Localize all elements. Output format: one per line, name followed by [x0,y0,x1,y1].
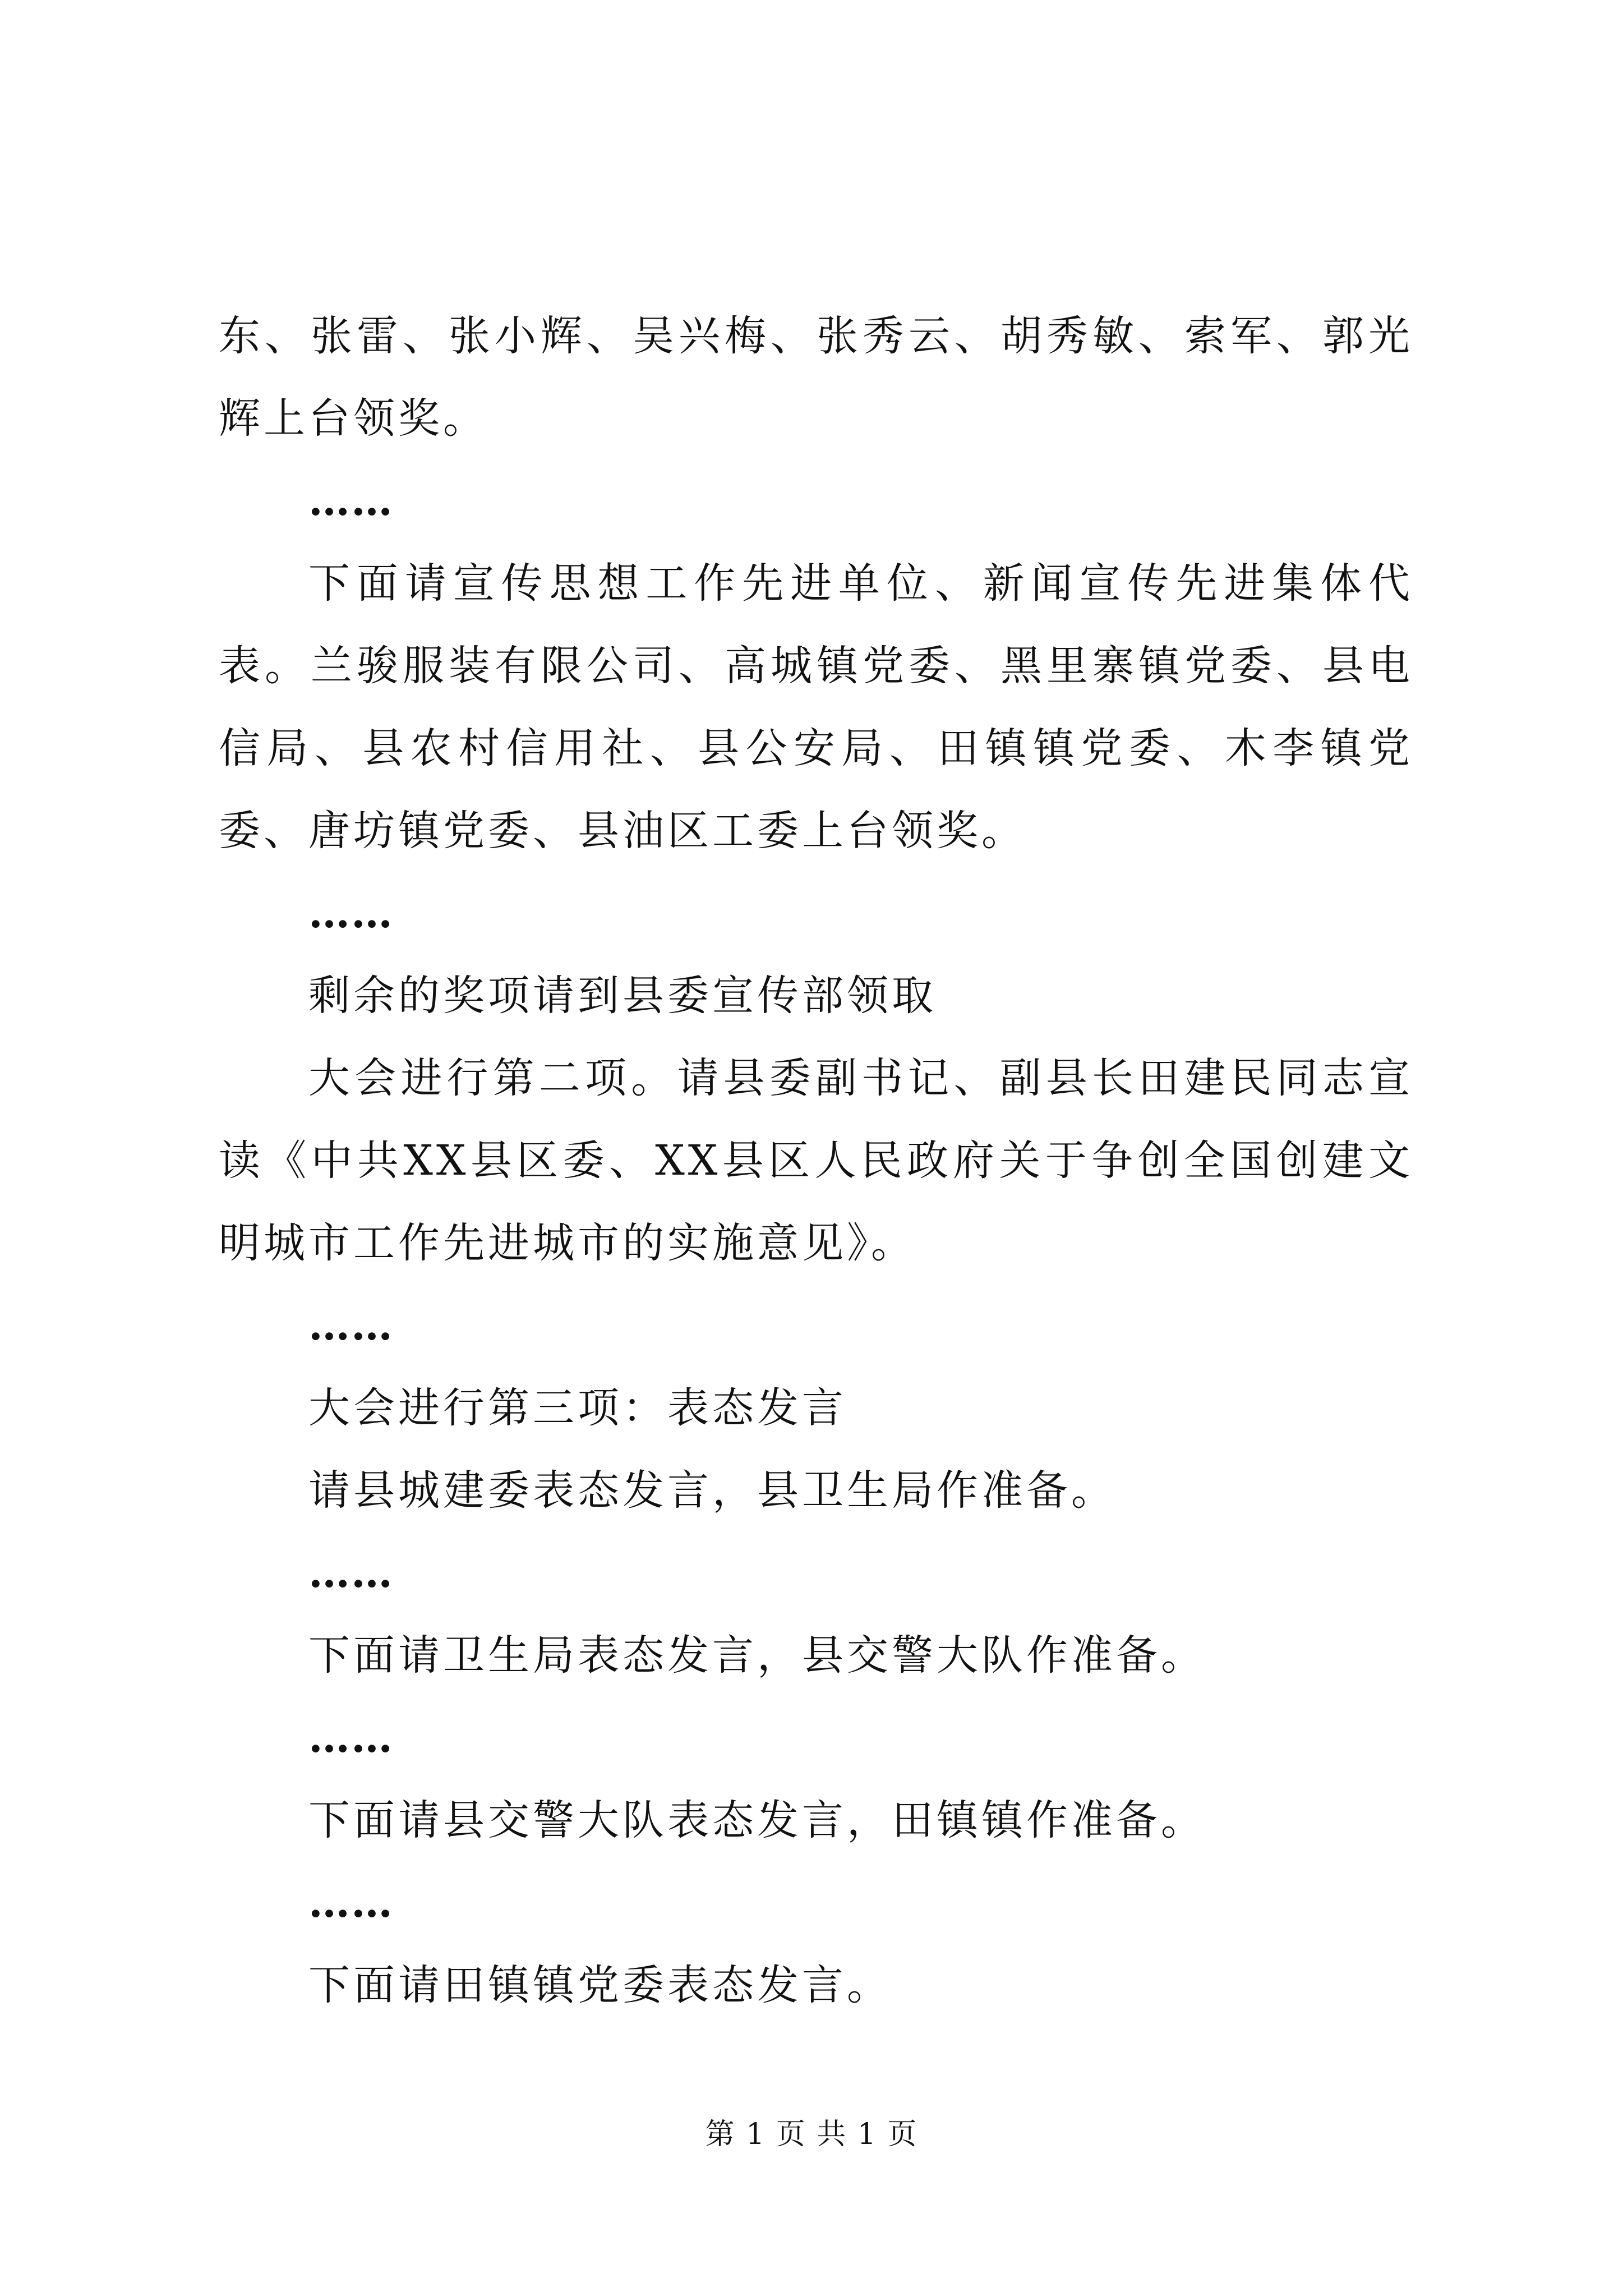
page-number-label: 第 1 页 共 1 页 [705,2118,918,2151]
paragraph: 请县城建委表态发言，县卫生局作准备。 [308,1466,1116,1515]
paragraph: 剩余的奖项请到县委宣传部领取 [308,972,937,1020]
ellipsis: …… [308,477,394,525]
ellipsis: …… [308,1879,394,1927]
ellipsis: …… [308,1549,394,1597]
ellipsis: …… [308,1301,394,1350]
paragraph: 下面请卫生局表态发言，县交警大队作准备。 [308,1631,1206,1680]
paragraph: 大会进行第三项：表态发言 [308,1384,847,1432]
ellipsis: …… [308,889,394,937]
paragraph: 下面请田镇镇党委表态发言。 [308,1961,892,2009]
paragraph: 下面请县交警大队表态发言，田镇镇作准备。 [308,1796,1206,1844]
paragraph: 东、张雷、张小辉、吴兴梅、张秀云、胡秀敏、索军、郭光辉上台领奖。 [219,312,1413,443]
page-footer [0,2115,1623,2154]
paragraph: 下面请宣传思想工作先进单位、新闻宣传先进集体代表。兰骏服装有限公司、高城镇党委、黑里寨镇党委、县电信局、县农村信用社、县公安局、田镇镇党委、木李镇党委、唐坊镇党委、县油区工委上台领奖。 [219,559,1413,855]
ellipsis: …… [308,1714,394,1762]
document-body [219,295,1413,2027]
paragraph: 大会进行第二项。请县委副书记、副县长田建民同志宣读《中共XX县区委、XX县区人民政府关于争创全国创建文明城市工作先进城市的实施意见》。 [219,1054,1413,1267]
